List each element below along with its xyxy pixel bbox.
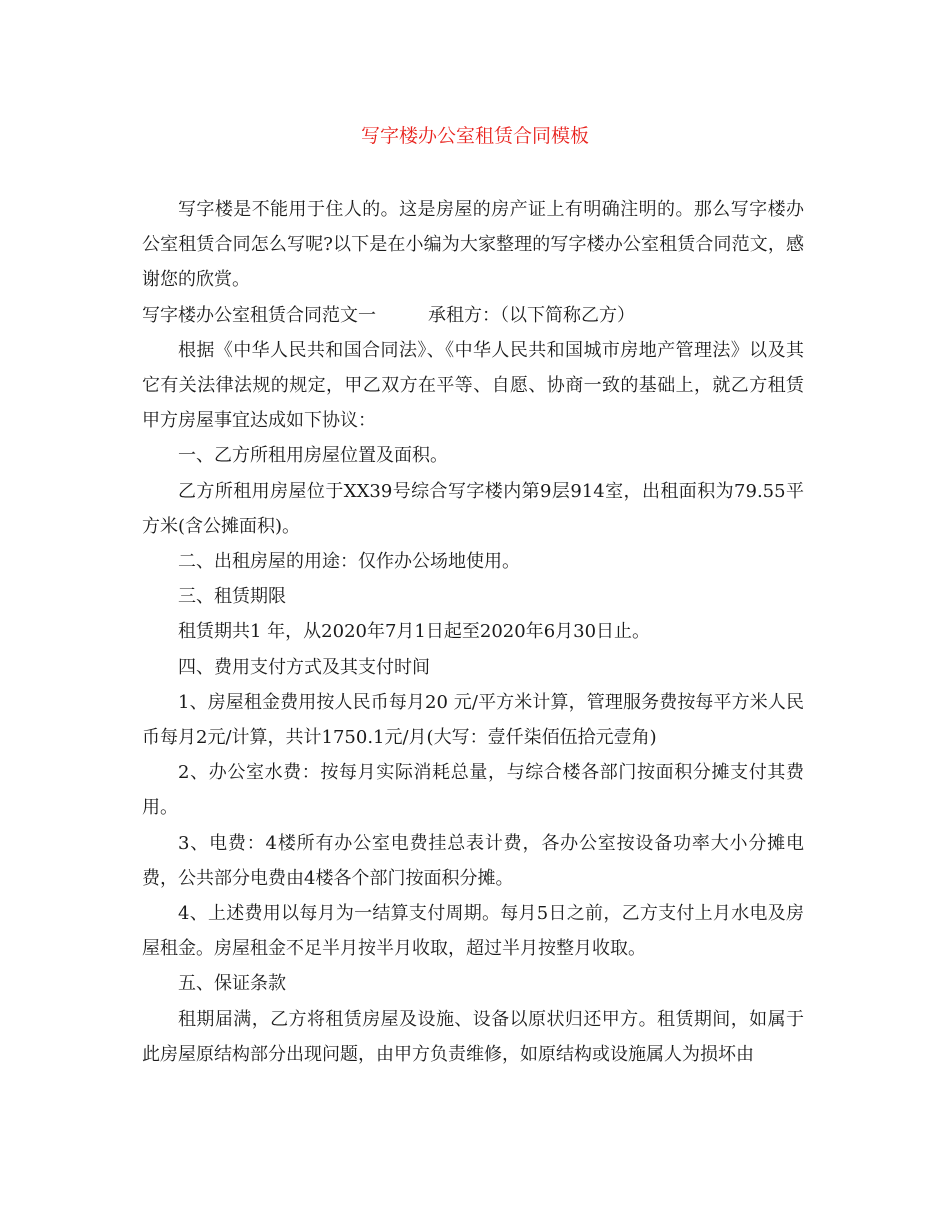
section-4-heading: 四、费用支付方式及其支付时间 xyxy=(178,656,430,678)
lessee-line: 承租方：（以下简称乙方） xyxy=(428,304,635,326)
section-3-text: 租赁期共1 年，从2020年7月1日起至2020年6月30日止。 xyxy=(178,621,651,643)
section-1-text: 乙方所租用房屋位于XX39号综合写字楼内第9层914室，出租面积为79.55平方米(含公摊面积)。 xyxy=(142,480,804,537)
basis-paragraph: 根据《中华人民共和国合同法》、《中华人民共和国城市房地产管理法》以及其它有关法律法规的规定，甲乙双方在平等、自愿、协商一致的基础上，就乙方租赁甲方房屋事宜达成如下协议： xyxy=(142,339,804,432)
sample-heading: 写字楼办公室租赁合同范文一 xyxy=(142,304,376,326)
section-4-item-1: 1、房屋租金费用按人民币每月20 元/平方米计算，管理服务费按每平方米人民币每月2元/计算，共计1750.1元/月(大写：壹仟柒佰伍拾元壹角) xyxy=(142,691,804,749)
section-4-item-2: 2、办公室水费：按每月实际消耗总量，与综合楼各部门按面积分摊支付其费用。 xyxy=(142,762,804,819)
section-5-heading: 五、保证条款 xyxy=(178,973,286,995)
section-2-heading: 二、出租房屋的用途：仅作办公场地使用。 xyxy=(178,551,520,573)
section-3-heading: 三、租赁期限 xyxy=(178,586,286,608)
intro-paragraph: 写字楼是不能用于住人的。这是房屋的房产证上有明确注明的。那么写字楼办公室租赁合同怎么写呢?以下是在小编为大家整理的写字楼办公室租赁合同范文，感谢您的欣赏。 xyxy=(142,199,804,291)
section-5-text: 租期届满，乙方将租赁房屋及设施、设备以原状归还甲方。租赁期间，如属于此房屋原结构部分出现问题，由甲方负责维修，如原结构或设施属人为损坏由 xyxy=(142,1008,804,1065)
document-body xyxy=(142,192,804,1072)
section-4-item-4: 4、上述费用以每月为一结算支付周期。每月5日之前，乙方支付上月水电及房屋租金。房屋租金不足半月按半月收取，超过半月按整月收取。 xyxy=(142,903,804,960)
section-1-heading: 一、乙方所租用房屋位置及面积。 xyxy=(178,445,448,467)
section-4-item-3: 3、电费：4楼所有办公室电费挂总表计费，各办公室按设备功率大小分摊电费，公共部分电费由4楼各个部门按面积分摊。 xyxy=(142,832,804,889)
sample-heading-line xyxy=(142,298,804,333)
document-title: 写字楼办公室租赁合同模板 xyxy=(360,125,589,147)
